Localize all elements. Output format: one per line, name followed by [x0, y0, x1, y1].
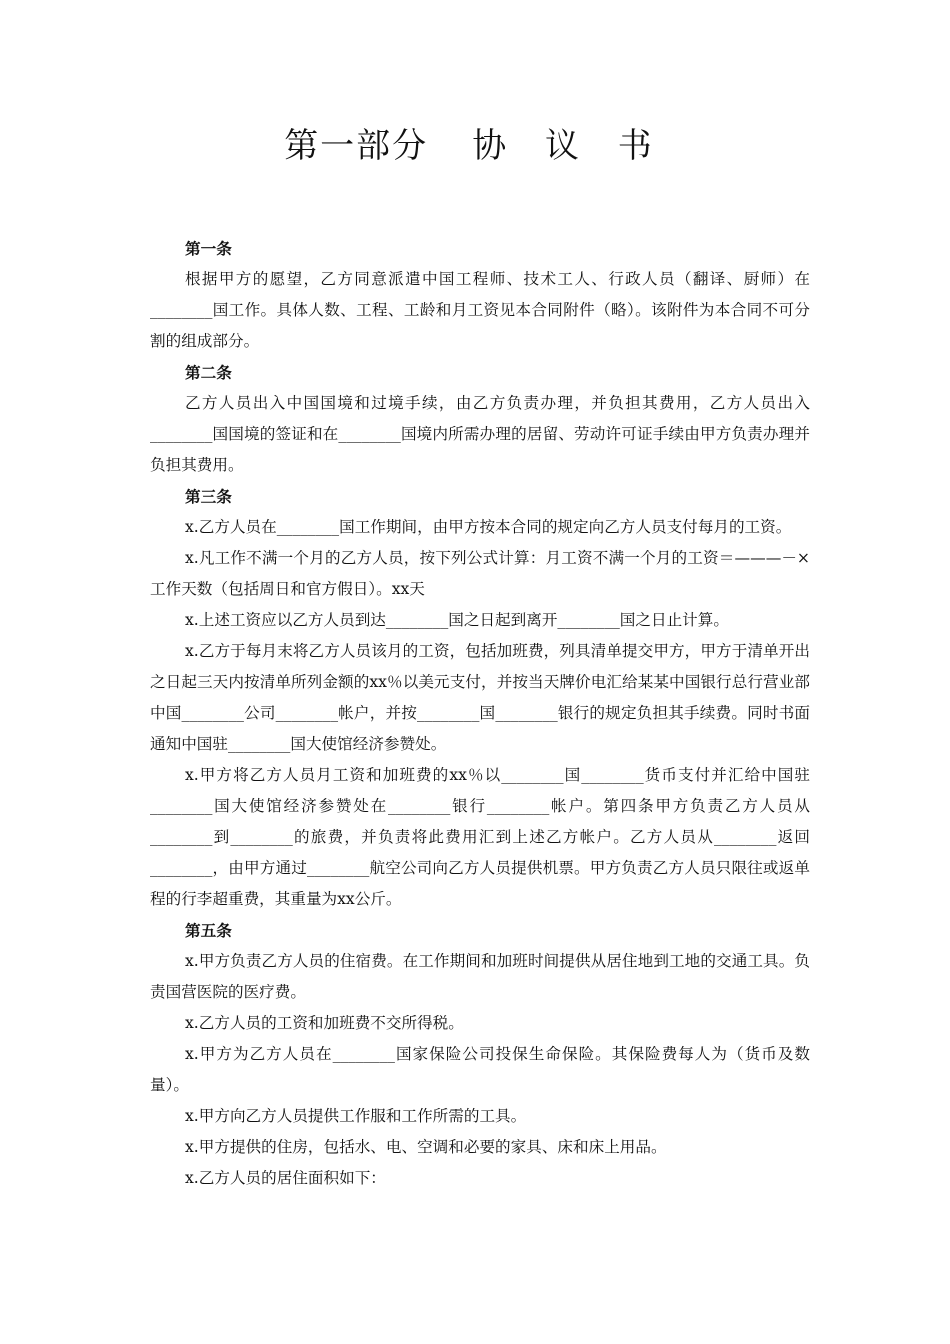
article-5-heading: 第五条 [185, 921, 232, 940]
article-1-heading: 第一条 [185, 239, 232, 258]
article-5-clause-4: x.甲方向乙方人员提供工作服和工作所需的工具。 [185, 1107, 527, 1125]
article-3-clause-5: x.甲方将乙方人员月工资和加班费的xx％以________国________货币支付并汇给中国驻________国大使馆经济参赞处在________银行________帐户。第四条甲方负责乙方人员从________到________的旅费，并负责将此费用汇到上述乙方帐户。乙方人员从________返回________，由甲方通过________航空公司向乙方人员提供机票。甲方负责乙方人员只限往或返单程的行李超重费，其重量为xx公斤。 [150, 766, 810, 908]
article-5-clause-3: x.甲方为乙方人员在________国家保险公司投保生命保险。其保险费每人为（货币及数量）。 [150, 1045, 810, 1094]
article-3-clause-3: x.上述工资应以乙方人员到达________国之日起到离开________国之日止计算。 [185, 611, 729, 629]
article-5-clause-5: x.甲方提供的住房，包括水、电、空调和必要的家具、床和床上用品。 [185, 1138, 667, 1156]
title-name: 协 议 书 [472, 126, 666, 166]
article-3-heading: 第三条 [185, 487, 232, 506]
article-3-clause-1: x.乙方人员在________国工作期间，由甲方按本合同的规定向乙方人员支付每月的工资。 [185, 518, 792, 536]
article-3-clause-4: x.乙方于每月末将乙方人员该月的工资，包括加班费，列具清单提交甲方，甲方于清单开出之日起三天内按清单所列金额的xx％以美元支付，并按当天牌价电汇给某某中国银行总行营业部中国________公司________帐户，并按________国________银行的规定负担其手续费。同时书面通知中国驻________国大使馆经济参赞处。 [150, 642, 810, 753]
article-2-paragraph: 乙方人员出入中国国境和过境手续，由乙方负责办理，并负担其费用，乙方人员出入________国国境的签证和在________国境内所需办理的居留、劳动许可证手续由甲方负责办理并负担其费用。 [150, 394, 810, 474]
article-5-clause-6: x.乙方人员的居住面积如下： [185, 1169, 386, 1187]
article-2-heading: 第二条 [185, 363, 232, 382]
article-5-clause-2: x.乙方人员的工资和加班费不交所得税。 [185, 1014, 464, 1032]
article-3-clause-2: x.凡工作不满一个月的乙方人员，按下列公式计算：月工资不满一个月的工资＝———－×工作天数（包括周日和官方假日）。xx天 [150, 549, 810, 598]
document-title [0, 124, 950, 168]
article-5-clause-1: x.甲方负责乙方人员的住宿费。在工作期间和加班时间提供从居住地到工地的交通工具。负责国营医院的医疗费。 [150, 952, 810, 1001]
title-part: 第一部分 [284, 126, 429, 166]
article-1-paragraph: 根据甲方的愿望，乙方同意派遣中国工程师、技术工人、行政人员（翻译、厨师）在________国工作。具体人数、工程、工龄和月工资见本合同附件（略）。该附件为本合同不可分割的组成部分。 [150, 270, 810, 350]
document-body [150, 233, 810, 1194]
